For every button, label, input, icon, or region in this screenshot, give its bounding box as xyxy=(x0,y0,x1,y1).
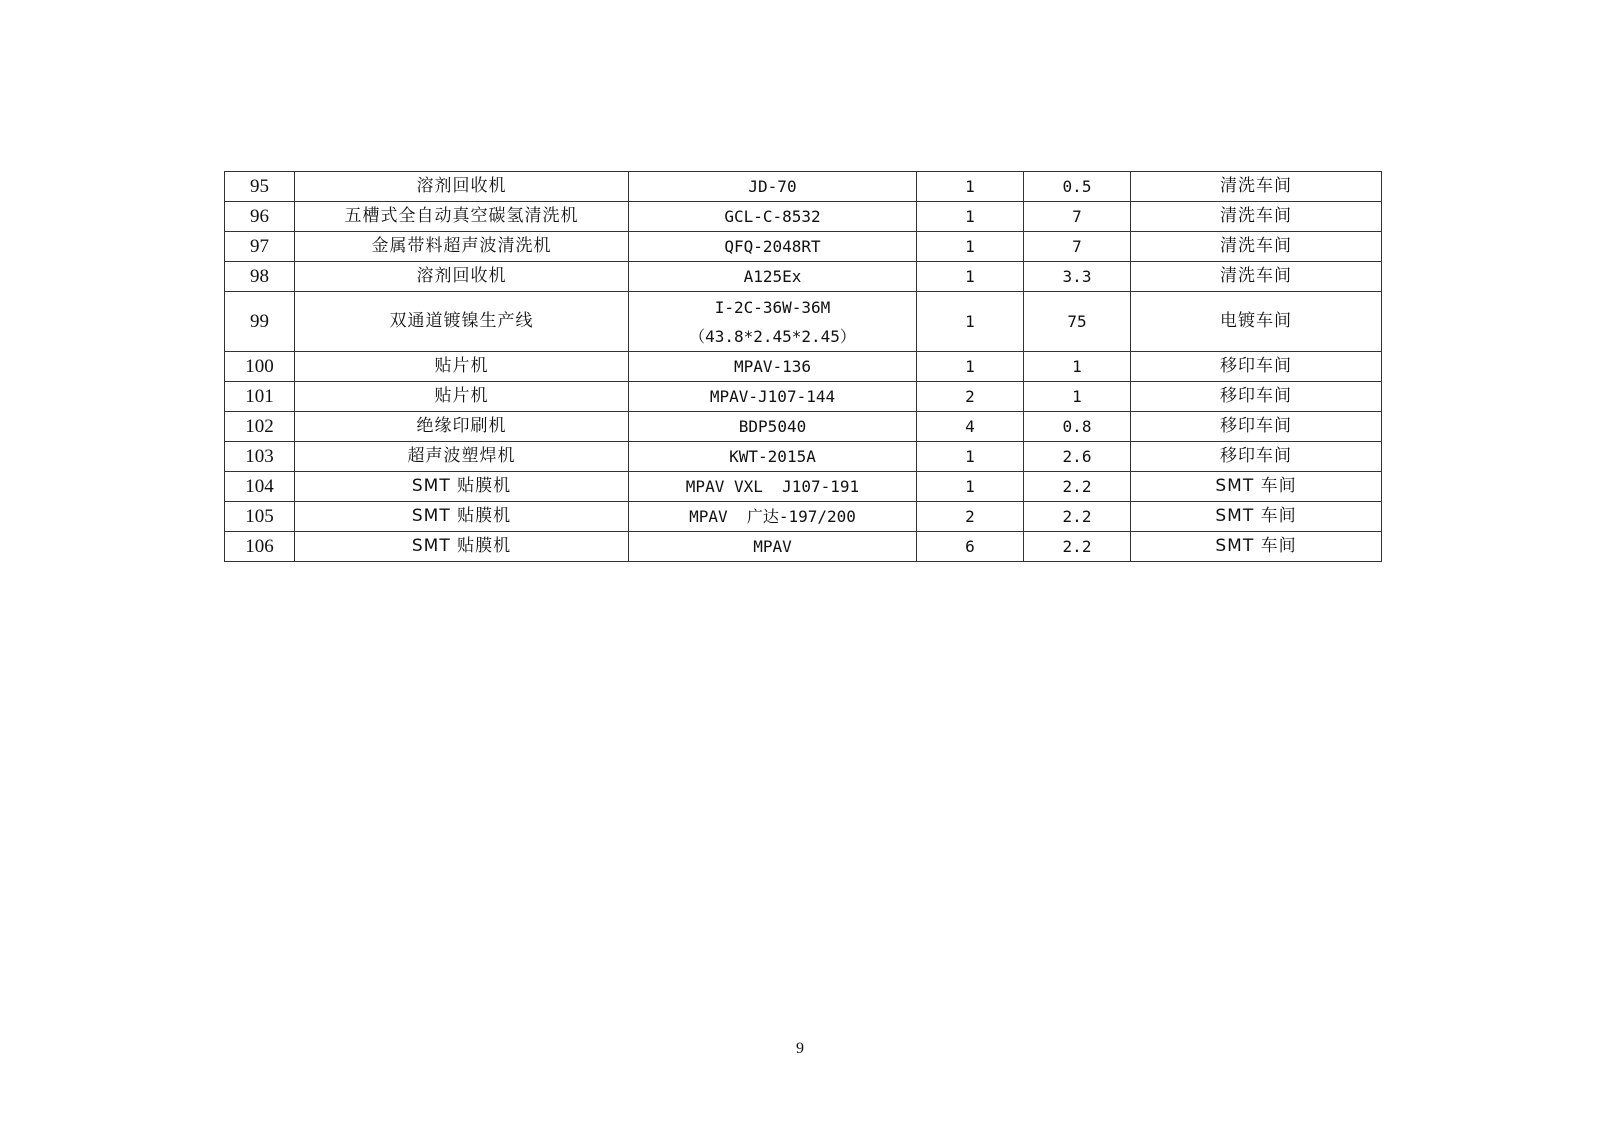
equipment-workshop: SMT 车间 xyxy=(1131,502,1382,532)
equipment-model: MPAV-136 xyxy=(629,352,917,382)
equipment-model: JD-70 xyxy=(629,172,917,202)
equipment-name: 超声波塑焊机 xyxy=(295,442,629,472)
equipment-quantity: 1 xyxy=(917,262,1024,292)
equipment-name: 双通道镀镍生产线 xyxy=(295,292,629,352)
equipment-name: 溶剂回收机 xyxy=(295,262,629,292)
equipment-quantity: 1 xyxy=(917,202,1024,232)
equipment-workshop: 清洗车间 xyxy=(1131,172,1382,202)
table-row xyxy=(225,412,1382,442)
row-number: 99 xyxy=(225,292,295,352)
equipment-model-line-1: I-2C-36W-36M xyxy=(714,297,831,317)
equipment-quantity: 1 xyxy=(917,442,1024,472)
row-number: 102 xyxy=(225,412,295,442)
equipment-model: QFQ-2048RT xyxy=(629,232,917,262)
equipment-quantity: 4 xyxy=(917,412,1024,442)
equipment-workshop: 移印车间 xyxy=(1131,412,1382,442)
row-number: 97 xyxy=(225,232,295,262)
equipment-model xyxy=(629,292,917,352)
table-row xyxy=(225,532,1382,562)
equipment-workshop: 移印车间 xyxy=(1131,382,1382,412)
equipment-model: GCL-C-8532 xyxy=(629,202,917,232)
row-number: 96 xyxy=(225,202,295,232)
table-row xyxy=(225,262,1382,292)
equipment-model-line-2: （43.8*2.45*2.45） xyxy=(689,326,856,346)
equipment-power: 2.2 xyxy=(1024,532,1131,562)
equipment-name: SMT 贴膜机 xyxy=(295,502,629,532)
equipment-name: 五槽式全自动真空碳氢清洗机 xyxy=(295,202,629,232)
table-row xyxy=(225,352,1382,382)
equipment-name: 溶剂回收机 xyxy=(295,172,629,202)
equipment-power: 2.6 xyxy=(1024,442,1131,472)
equipment-name: SMT 贴膜机 xyxy=(295,532,629,562)
equipment-name: 绝缘印刷机 xyxy=(295,412,629,442)
equipment-power: 75 xyxy=(1024,292,1131,352)
equipment-power: 7 xyxy=(1024,232,1131,262)
row-number: 95 xyxy=(225,172,295,202)
equipment-workshop: 清洗车间 xyxy=(1131,202,1382,232)
equipment-quantity: 2 xyxy=(917,382,1024,412)
row-number: 101 xyxy=(225,382,295,412)
table-row xyxy=(225,442,1382,472)
equipment-model: MPAV 广达-197/200 xyxy=(629,502,917,532)
equipment-workshop: SMT 车间 xyxy=(1131,472,1382,502)
table-row xyxy=(225,382,1382,412)
equipment-quantity: 2 xyxy=(917,502,1024,532)
equipment-table xyxy=(224,171,1382,562)
table-row xyxy=(225,502,1382,532)
row-number: 105 xyxy=(225,502,295,532)
equipment-power: 2.2 xyxy=(1024,502,1131,532)
row-number: 100 xyxy=(225,352,295,382)
equipment-model: BDP5040 xyxy=(629,412,917,442)
row-number: 106 xyxy=(225,532,295,562)
row-number: 98 xyxy=(225,262,295,292)
row-number: 103 xyxy=(225,442,295,472)
equipment-workshop: 电镀车间 xyxy=(1131,292,1382,352)
table-row xyxy=(225,472,1382,502)
equipment-workshop: 清洗车间 xyxy=(1131,262,1382,292)
equipment-model: A125Ex xyxy=(629,262,917,292)
table-row xyxy=(225,232,1382,262)
equipment-model: KWT-2015A xyxy=(629,442,917,472)
equipment-model: MPAV VXL J107-191 xyxy=(629,472,917,502)
equipment-power: 0.5 xyxy=(1024,172,1131,202)
equipment-quantity: 6 xyxy=(917,532,1024,562)
table-row xyxy=(225,292,1382,352)
equipment-name: 金属带料超声波清洗机 xyxy=(295,232,629,262)
equipment-quantity: 1 xyxy=(917,232,1024,262)
equipment-model: MPAV-J107-144 xyxy=(629,382,917,412)
equipment-model: MPAV xyxy=(629,532,917,562)
equipment-power: 3.3 xyxy=(1024,262,1131,292)
equipment-workshop: 移印车间 xyxy=(1131,352,1382,382)
table-row xyxy=(225,172,1382,202)
equipment-power: 1 xyxy=(1024,352,1131,382)
equipment-quantity: 1 xyxy=(917,292,1024,352)
equipment-power: 2.2 xyxy=(1024,472,1131,502)
row-number: 104 xyxy=(225,472,295,502)
equipment-power: 0.8 xyxy=(1024,412,1131,442)
equipment-quantity: 1 xyxy=(917,172,1024,202)
table-row xyxy=(225,202,1382,232)
equipment-power: 7 xyxy=(1024,202,1131,232)
equipment-workshop: 清洗车间 xyxy=(1131,232,1382,262)
equipment-name: 贴片机 xyxy=(295,352,629,382)
equipment-power: 1 xyxy=(1024,382,1131,412)
equipment-workshop: 移印车间 xyxy=(1131,442,1382,472)
equipment-name: 贴片机 xyxy=(295,382,629,412)
equipment-quantity: 1 xyxy=(917,472,1024,502)
page-number: 9 xyxy=(796,1040,804,1057)
equipment-quantity: 1 xyxy=(917,352,1024,382)
equipment-name: SMT 贴膜机 xyxy=(295,472,629,502)
equipment-table-body xyxy=(225,172,1382,562)
equipment-workshop: SMT 车间 xyxy=(1131,532,1382,562)
